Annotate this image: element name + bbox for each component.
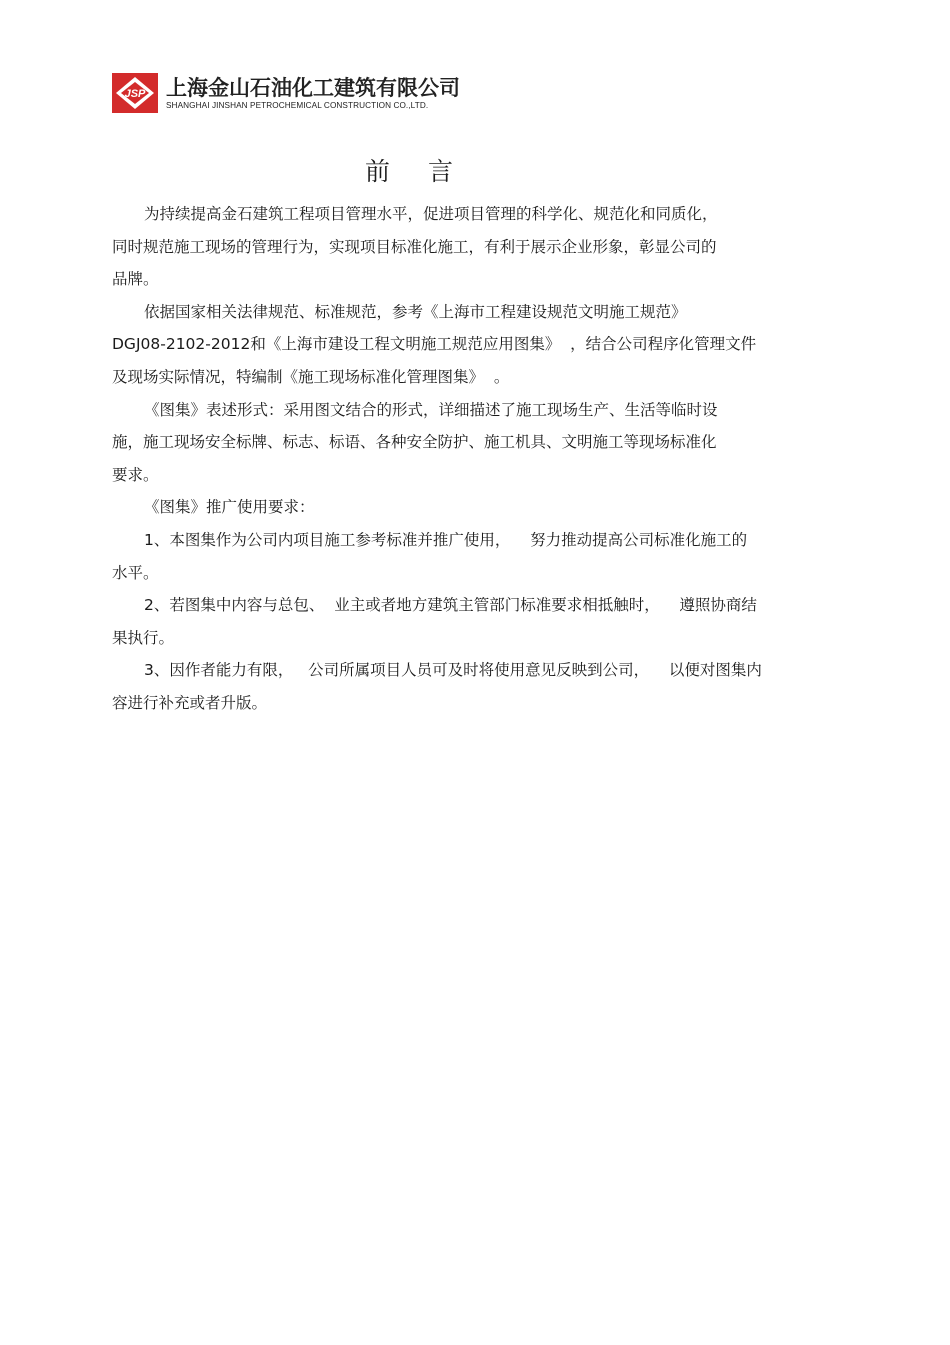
text-line: 施，施工现场安全标牌、标志、标语、各种安全防护、施工机具、文明施工等现场标准化 [112, 433, 717, 452]
text-line: 同时规范施工现场的管理行为，实现项目标准化施工，有利于展示企业形象，彰显公司的 [112, 237, 717, 256]
company-name-en: SHANGHAI JINSHAN PETROCHEMICAL CONSTRUCTION CO.,LTD. [166, 100, 429, 110]
text-line: 3、因作者能力有限， 公司所属项目人员可及时将使用意见反映到公司， 以便对图集内 [144, 661, 762, 680]
company-logo-icon [112, 73, 158, 113]
text-line: 依据国家相关法律规范、标准规范，参考《上海市工程建设规范文明施工规范》 [144, 302, 687, 321]
text-line: 2、若图集中内容与总包、 业主或者地方建筑主管部门标准要求相抵触时， 遵照协商结 [144, 596, 757, 615]
preface-body [112, 198, 856, 720]
text-line: 容进行补充或者升版。 [112, 693, 268, 712]
logo-text: JSP [124, 88, 146, 100]
text-line: 1、本图集作为公司内项目施工参考标准并推广使用， 努力推动提高公司标准化施工的 [144, 530, 748, 549]
company-name-cn: 上海金山石油化工建筑有限公司 [166, 75, 460, 100]
text-line: 为持续提高金石建筑工程项目管理水平，促进项目管理的科学化、规范化和同质化， [144, 205, 718, 223]
page-title: 前言 [364, 157, 491, 186]
text-line: 品牌。 [112, 270, 159, 289]
text-line: 水平。 [112, 563, 159, 582]
text-line: 果执行。 [112, 628, 175, 647]
company-name-block [166, 76, 460, 111]
text-line: 《图集》表述形式：采用图文结合的形式，详细描述了施工现场生产、生活等临时设 [144, 400, 718, 419]
letterhead [112, 73, 460, 113]
text-line: 要求。 [112, 465, 159, 484]
text-line: DGJ08-2102-2012和《上海市建设工程文明施工规范应用图集》 ，结合公司程序化管理文件 [112, 335, 757, 354]
text-line: 《图集》推广使用要求： [144, 498, 315, 517]
text-line: 及现场实际情况，特编制《施工现场标准化管理图集》 。 [112, 367, 510, 386]
